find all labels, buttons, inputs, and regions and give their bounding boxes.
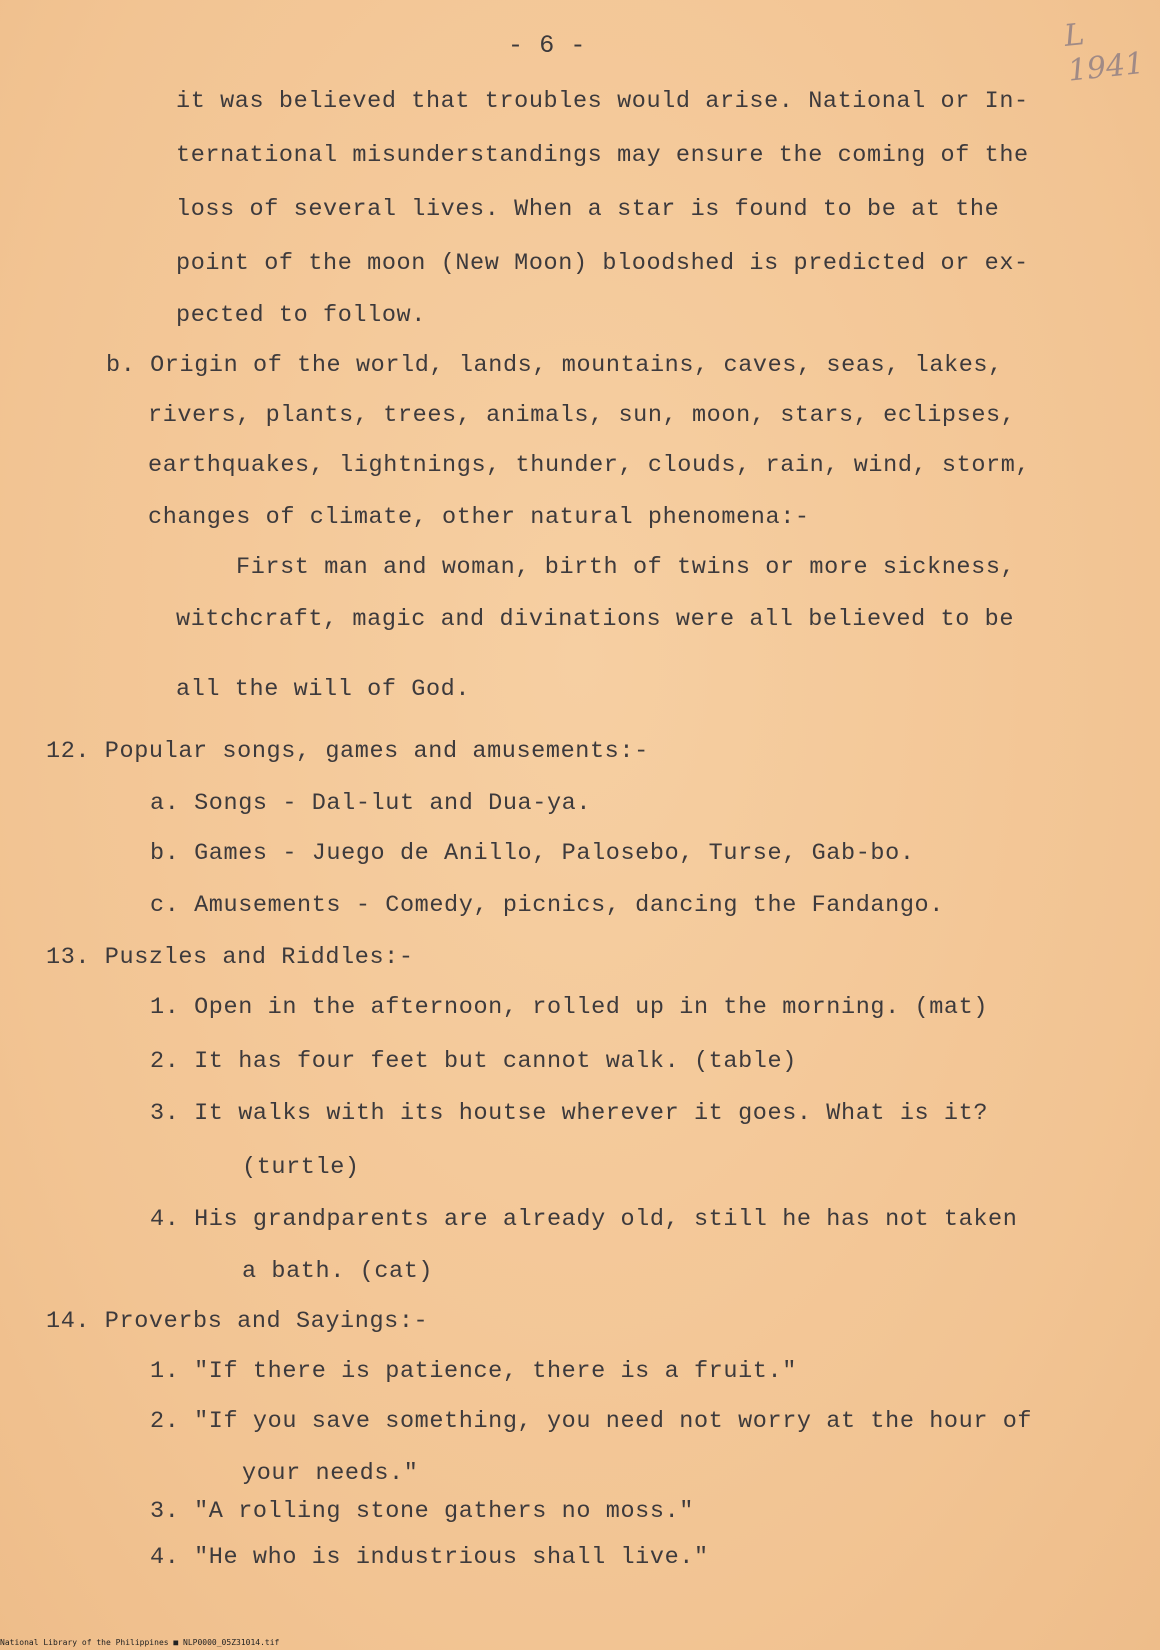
text-line: ternational misunderstandings may ensure the coming of the: [176, 142, 1029, 169]
page-number: - 6 -: [508, 31, 587, 60]
section-heading: 14. Proverbs and Sayings:-: [46, 1308, 429, 1335]
text-line: all the will of God.: [176, 676, 471, 703]
text-line: rivers, plants, trees, animals, sun, moon, stars, eclipses,: [148, 402, 1016, 429]
text-line: loss of several lives. When a star is found to be at the: [176, 196, 1000, 223]
text-line: witchcraft, magic and divinations were all believed to be: [176, 606, 1015, 633]
list-item: c. Amusements - Comedy, picnics, dancing the Fandango.: [150, 892, 944, 919]
list-item: a. Songs - Dal-lut and Dua-ya.: [150, 790, 592, 817]
section-heading: 13. Puszles and Riddles:-: [46, 944, 414, 971]
list-item: 2. "If you save something, you need not worry at the hour of: [150, 1408, 1033, 1435]
list-item: 3. "A rolling stone gathers no moss.": [150, 1498, 694, 1525]
text-line: point of the moon (New Moon) bloodshed is predicted or ex-: [176, 250, 1029, 277]
handwritten-mark: L 1941: [1062, 17, 1146, 89]
list-item: your needs.": [242, 1460, 419, 1487]
list-item: (turtle): [242, 1154, 360, 1181]
list-item: 1. Open in the afternoon, rolled up in the morning. (mat): [150, 994, 989, 1021]
list-item: 4. His grandparents are already old, still he has not taken: [150, 1206, 1018, 1233]
list-item: a bath. (cat): [242, 1258, 434, 1285]
text-line: changes of climate, other natural phenomena:-: [148, 504, 810, 531]
list-item: 3. It walks with its houtse wherever it goes. What is it?: [150, 1100, 989, 1127]
text-line: First man and woman, birth of twins or more sickness,: [236, 554, 1016, 581]
section-heading: 12. Popular songs, games and amusements:-: [46, 738, 649, 765]
list-item: 1. "If there is patience, there is a fruit.": [150, 1358, 797, 1385]
text-line: it was believed that troubles would arise. National or In-: [176, 88, 1029, 115]
text-line: b. Origin of the world, lands, mountains, caves, seas, lakes,: [106, 352, 1003, 379]
list-item: 2. It has four feet but cannot walk. (table): [150, 1048, 797, 1075]
text-line: pected to follow.: [176, 302, 426, 329]
list-item: 4. "He who is industrious shall live.": [150, 1544, 709, 1571]
text-line: earthquakes, lightnings, thunder, clouds, rain, wind, storm,: [148, 452, 1031, 479]
list-item: b. Games - Juego de Anillo, Palosebo, Turse, Gab-bo.: [150, 840, 915, 867]
footer-caption: National Library of the Philippines ■ NLP0000_05Z31014.tif: [0, 1638, 280, 1647]
